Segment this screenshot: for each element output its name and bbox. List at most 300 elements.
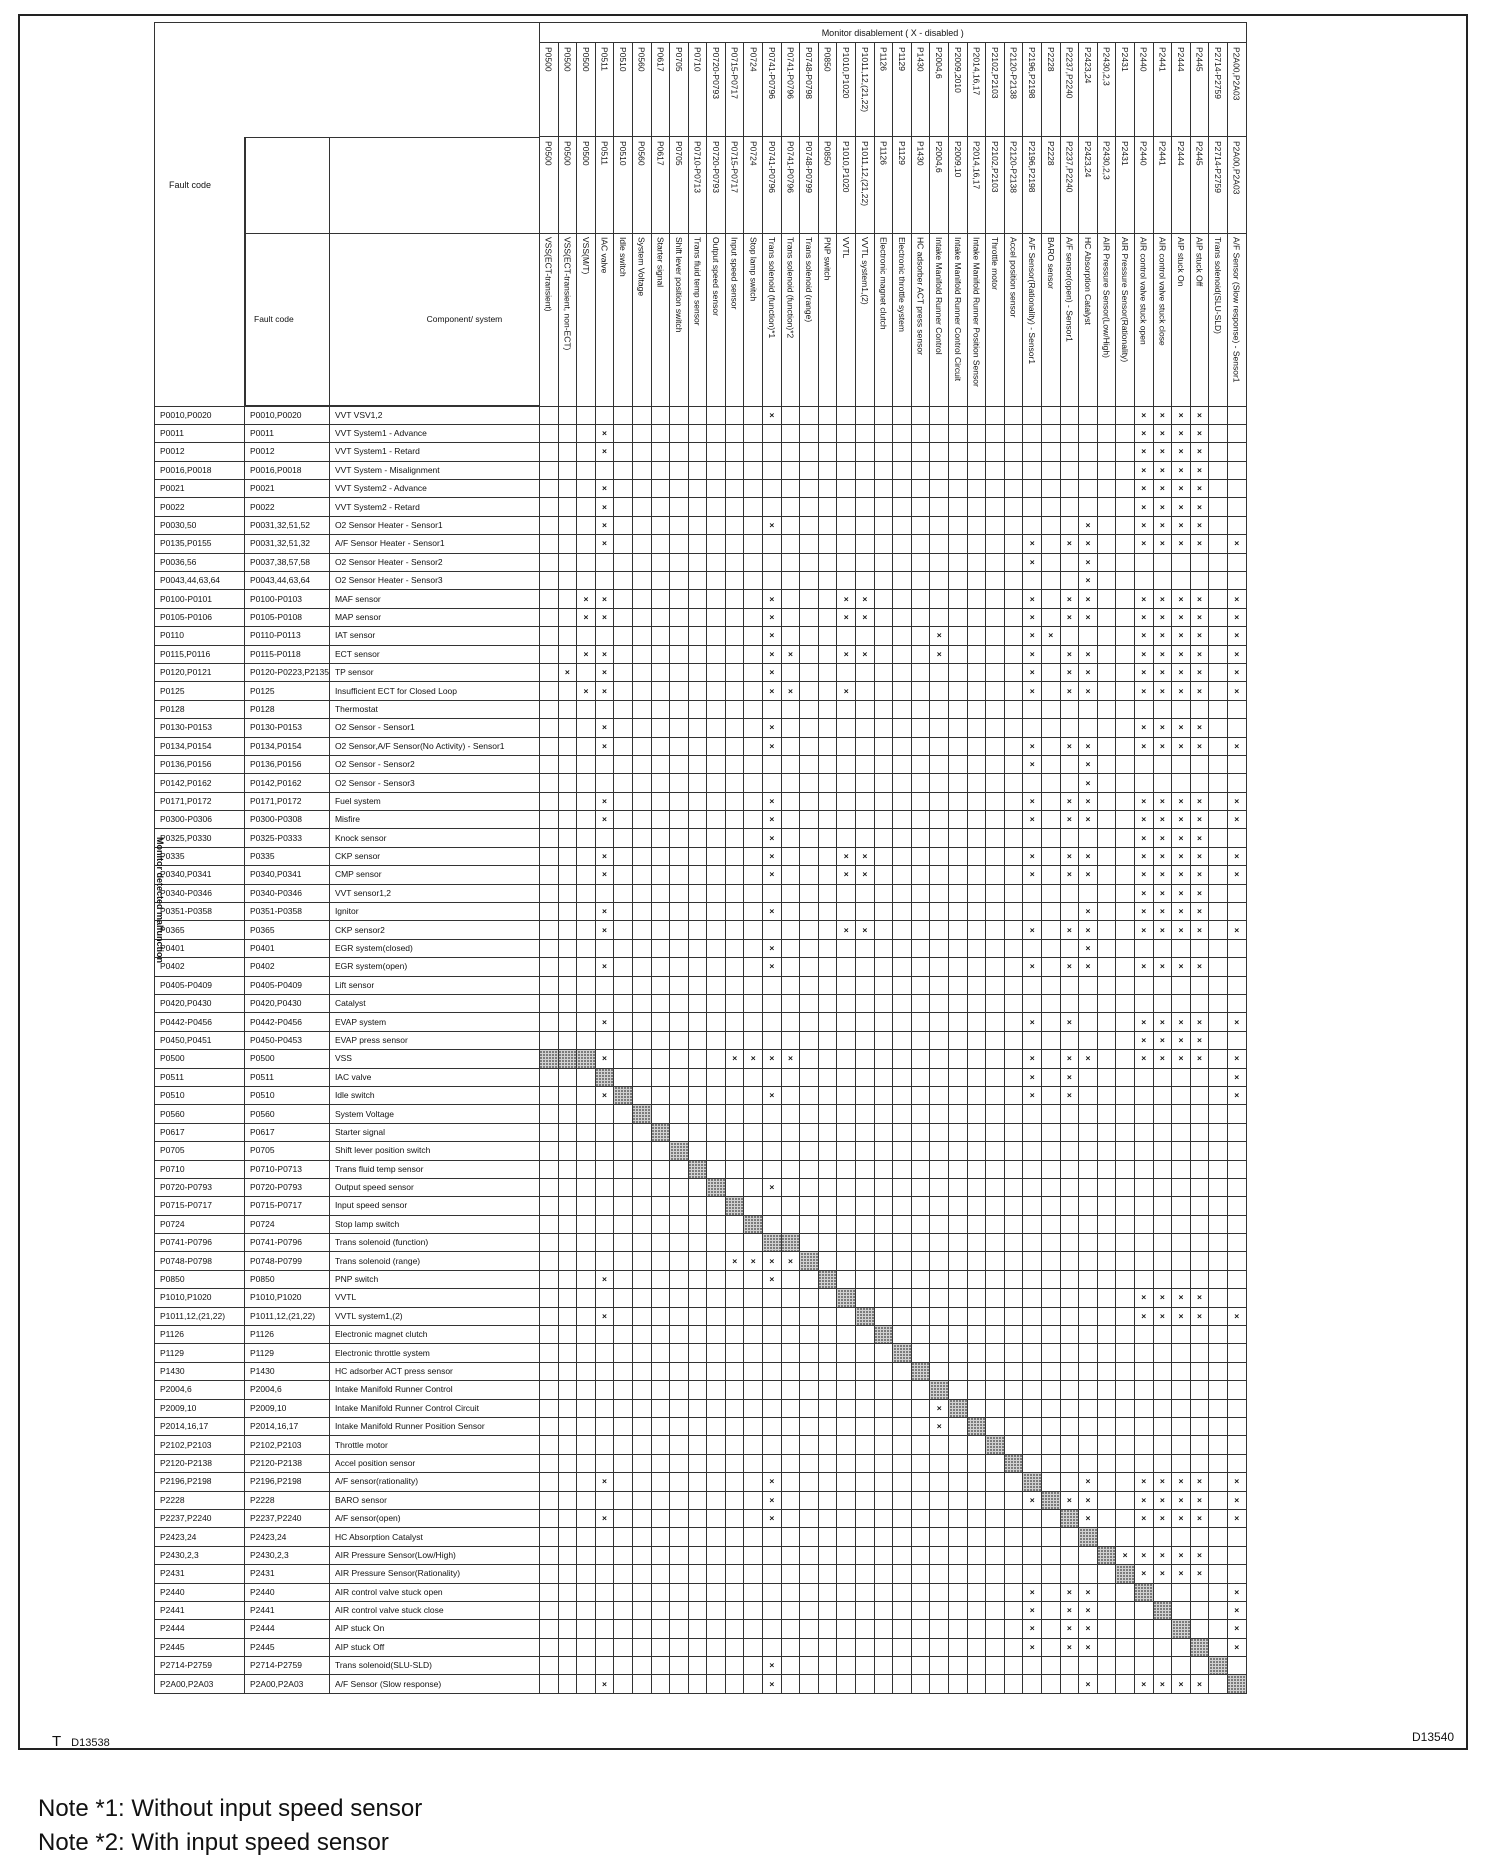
column-code1: P2430,2,3 (1097, 43, 1116, 137)
matrix-cell (670, 939, 689, 957)
monitor-title: Monitor disablement ( X - disabled ) (539, 23, 1246, 43)
matrix-cell (986, 1454, 1005, 1472)
matrix-cell (781, 1270, 800, 1288)
matrix-cell (539, 498, 558, 516)
matrix-cell (632, 1197, 651, 1215)
matrix-cell (967, 1050, 986, 1068)
matrix-cell (1004, 1326, 1023, 1344)
matrix-cell (763, 1381, 782, 1399)
self-diagnosis-cell (651, 1123, 670, 1141)
matrix-cell (1097, 1326, 1116, 1344)
matrix-cell (893, 1086, 912, 1104)
matrix-cell (1060, 1031, 1079, 1049)
self-diagnosis-cell (781, 1234, 800, 1252)
matrix-cell (986, 1326, 1005, 1344)
matrix-cell (614, 792, 633, 810)
matrix-cell (781, 1178, 800, 1196)
matrix-cell (577, 443, 596, 461)
matrix-cell (614, 424, 633, 442)
disabled-mark: × (595, 1509, 614, 1527)
fault-code-cell: P0125 (155, 682, 245, 700)
matrix-cell (558, 1509, 577, 1527)
matrix-cell (893, 1546, 912, 1564)
matrix-cell (818, 461, 837, 479)
matrix-cell (707, 792, 726, 810)
matrix-cell (1209, 424, 1228, 442)
matrix-cell (856, 424, 875, 442)
matrix-cell (744, 1105, 763, 1123)
matrix-cell (1004, 921, 1023, 939)
matrix-cell (539, 1178, 558, 1196)
matrix-cell (837, 443, 856, 461)
matrix-cell (725, 1417, 744, 1435)
matrix-cell (1041, 1178, 1060, 1196)
matrix-cell (1004, 553, 1023, 571)
matrix-cell (1172, 553, 1191, 571)
matrix-cell (763, 1068, 782, 1086)
matrix-cell (930, 516, 949, 534)
matrix-cell (893, 1417, 912, 1435)
matrix-cell (707, 1473, 726, 1491)
matrix-cell (967, 866, 986, 884)
fault-code-detail-cell: P0741-P0796 (245, 1234, 330, 1252)
matrix-cell (911, 461, 930, 479)
matrix-cell (707, 700, 726, 718)
matrix-cell (818, 1417, 837, 1435)
matrix-cell (595, 995, 614, 1013)
matrix-cell (911, 1399, 930, 1417)
matrix-cell (893, 608, 912, 626)
matrix-cell (558, 811, 577, 829)
matrix-cell (837, 1142, 856, 1160)
matrix-cell (725, 1178, 744, 1196)
disabled-mark: × (595, 719, 614, 737)
matrix-cell (763, 1362, 782, 1380)
matrix-cell (539, 1491, 558, 1509)
matrix-cell (688, 866, 707, 884)
disabled-mark: × (930, 627, 949, 645)
matrix-cell (577, 516, 596, 534)
disabled-mark: × (1172, 424, 1191, 442)
fault-code-detail-cell: P0115-P0118 (245, 645, 330, 663)
matrix-cell (986, 1289, 1005, 1307)
matrix-cell (1209, 1620, 1228, 1638)
matrix-cell (1209, 1528, 1228, 1546)
fault-code-detail-cell: P0012 (245, 443, 330, 461)
matrix-cell (911, 774, 930, 792)
matrix-cell (614, 921, 633, 939)
matrix-cell (818, 1528, 837, 1546)
matrix-cell (1209, 1601, 1228, 1619)
matrix-cell (893, 884, 912, 902)
matrix-cell (1116, 1068, 1135, 1086)
fault-code-cell: P2004,6 (155, 1381, 245, 1399)
matrix-cell (911, 1565, 930, 1583)
matrix-cell (930, 1675, 949, 1693)
matrix-cell (930, 1050, 949, 1068)
matrix-cell (1004, 590, 1023, 608)
matrix-cell (856, 700, 875, 718)
matrix-cell (651, 1050, 670, 1068)
matrix-cell (800, 1675, 819, 1693)
matrix-cell (911, 1270, 930, 1288)
matrix-cell (930, 682, 949, 700)
matrix-cell (1172, 1417, 1191, 1435)
table-row (155, 1509, 1247, 1527)
fault-code-cell: P0450,P0451 (155, 1031, 245, 1049)
matrix-cell (614, 535, 633, 553)
matrix-cell (1097, 1252, 1116, 1270)
matrix-cell (949, 645, 968, 663)
matrix-cell (577, 792, 596, 810)
matrix-cell (986, 663, 1005, 681)
matrix-cell (558, 1344, 577, 1362)
disabled-mark: × (763, 645, 782, 663)
matrix-cell (800, 1638, 819, 1656)
matrix-cell (632, 1050, 651, 1068)
matrix-cell (911, 1013, 930, 1031)
disabled-mark: × (1153, 1675, 1172, 1693)
matrix-cell (707, 1546, 726, 1564)
matrix-cell (1060, 939, 1079, 957)
matrix-cell (1041, 792, 1060, 810)
column-component: VSS(M/T) (577, 233, 596, 406)
matrix-cell (670, 866, 689, 884)
matrix-cell (1227, 1657, 1246, 1675)
matrix-cell (558, 1197, 577, 1215)
self-diagnosis-cell (967, 1417, 986, 1435)
matrix-cell (614, 498, 633, 516)
matrix-cell (986, 884, 1005, 902)
self-diagnosis-cell (1153, 1601, 1172, 1619)
matrix-cell (949, 1657, 968, 1675)
matrix-cell (1190, 1583, 1209, 1601)
matrix-cell (1023, 939, 1042, 957)
matrix-cell (1023, 1178, 1042, 1196)
matrix-cell (558, 829, 577, 847)
disabled-mark: × (1079, 1473, 1098, 1491)
matrix-cell (893, 939, 912, 957)
matrix-cell (1041, 1362, 1060, 1380)
matrix-cell (1134, 1215, 1153, 1233)
matrix-cell (707, 1638, 726, 1656)
disabled-mark: × (1172, 958, 1191, 976)
matrix-cell (1041, 1565, 1060, 1583)
matrix-cell (1097, 1638, 1116, 1656)
matrix-cell (967, 682, 986, 700)
column-code1: P2120-P2138 (1004, 43, 1023, 137)
matrix-cell (1153, 1160, 1172, 1178)
matrix-cell (1227, 1105, 1246, 1123)
self-diagnosis-cell (986, 1436, 1005, 1454)
matrix-cell (949, 1270, 968, 1288)
matrix-cell (688, 1215, 707, 1233)
matrix-cell (1004, 1620, 1023, 1638)
matrix-cell (800, 976, 819, 994)
component-cell: O2 Sensor Heater - Sensor1 (329, 516, 539, 534)
matrix-cell (725, 755, 744, 773)
matrix-cell (967, 1528, 986, 1546)
matrix-cell (614, 976, 633, 994)
disabled-mark: × (1172, 443, 1191, 461)
matrix-cell (1116, 1197, 1135, 1215)
matrix-cell (1134, 1160, 1153, 1178)
matrix-cell (558, 1178, 577, 1196)
matrix-cell (725, 682, 744, 700)
matrix-cell (911, 1454, 930, 1472)
matrix-cell (1097, 1234, 1116, 1252)
matrix-cell (856, 1013, 875, 1031)
matrix-cell (1116, 1417, 1135, 1435)
matrix-cell (781, 811, 800, 829)
matrix-cell (986, 1105, 1005, 1123)
matrix-cell (837, 700, 856, 718)
fault-code-detail-cell: P0010,P0020 (245, 406, 330, 424)
matrix-cell (688, 406, 707, 424)
matrix-cell (1116, 645, 1135, 663)
matrix-cell (781, 461, 800, 479)
matrix-cell (1116, 995, 1135, 1013)
matrix-cell (1209, 811, 1228, 829)
column-code1: P0710 (688, 43, 707, 137)
disabled-mark: × (763, 406, 782, 424)
matrix-cell (632, 1215, 651, 1233)
disabled-mark: × (1134, 424, 1153, 442)
disabled-mark: × (1134, 1473, 1153, 1491)
matrix-cell (744, 663, 763, 681)
matrix-cell (1041, 939, 1060, 957)
matrix-cell (744, 958, 763, 976)
matrix-cell (1153, 976, 1172, 994)
column-code1: P0510 (614, 43, 633, 137)
matrix-cell (632, 774, 651, 792)
table-row (155, 1068, 1247, 1086)
matrix-cell (1153, 1583, 1172, 1601)
matrix-cell (781, 1436, 800, 1454)
matrix-cell (651, 719, 670, 737)
matrix-cell (1060, 1473, 1079, 1491)
matrix-cell (1004, 1657, 1023, 1675)
matrix-cell (856, 1454, 875, 1472)
column-code2: P2714-P2759 (1209, 137, 1228, 234)
self-diagnosis-cell (1134, 1583, 1153, 1601)
matrix-cell (800, 663, 819, 681)
component-cell: VVTL system1,(2) (329, 1307, 539, 1325)
matrix-cell (595, 1289, 614, 1307)
matrix-cell (577, 1509, 596, 1527)
table-row (155, 829, 1247, 847)
matrix-cell (614, 1344, 633, 1362)
disabled-mark: × (1153, 1509, 1172, 1527)
matrix-cell (1190, 976, 1209, 994)
matrix-cell (632, 1454, 651, 1472)
matrix-cell (670, 1215, 689, 1233)
matrix-cell (1153, 1270, 1172, 1288)
matrix-cell (1097, 1270, 1116, 1288)
matrix-cell (577, 829, 596, 847)
matrix-cell (818, 424, 837, 442)
fault-code-detail-cell: P0016,P0018 (245, 461, 330, 479)
matrix-cell (1153, 774, 1172, 792)
matrix-cell (1060, 1270, 1079, 1288)
disabled-mark: × (1172, 1675, 1191, 1693)
matrix-cell (1153, 1638, 1172, 1656)
table-row (155, 1197, 1247, 1215)
matrix-cell (781, 1528, 800, 1546)
matrix-cell (707, 958, 726, 976)
fault-code-cell: P2440 (155, 1583, 245, 1601)
disabled-mark: × (1172, 811, 1191, 829)
disabled-mark: × (837, 866, 856, 884)
disabled-mark: × (595, 682, 614, 700)
matrix-cell (1023, 1362, 1042, 1380)
matrix-cell (688, 1509, 707, 1527)
matrix-cell (986, 1473, 1005, 1491)
matrix-cell (744, 1509, 763, 1527)
column-code2: P2423,24 (1079, 137, 1098, 234)
matrix-cell (539, 884, 558, 902)
matrix-cell (949, 1491, 968, 1509)
disabled-mark: × (1023, 663, 1042, 681)
disabled-mark: × (856, 645, 875, 663)
matrix-cell (874, 682, 893, 700)
matrix-cell (1116, 1362, 1135, 1380)
matrix-cell (1041, 1197, 1060, 1215)
matrix-cell (986, 645, 1005, 663)
disabled-mark: × (1153, 608, 1172, 626)
matrix-cell (651, 1289, 670, 1307)
matrix-cell (1209, 1197, 1228, 1215)
matrix-cell (930, 976, 949, 994)
disabled-mark: × (1023, 1068, 1042, 1086)
matrix-cell (967, 1491, 986, 1509)
matrix-cell (577, 1638, 596, 1656)
matrix-cell (800, 1123, 819, 1141)
matrix-cell (1004, 884, 1023, 902)
matrix-cell (1041, 1307, 1060, 1325)
disabled-mark: × (1172, 1013, 1191, 1031)
matrix-cell (539, 1252, 558, 1270)
disabled-mark: × (1227, 811, 1246, 829)
disabled-mark: × (1172, 1050, 1191, 1068)
matrix-cell (670, 829, 689, 847)
matrix-cell (837, 424, 856, 442)
matrix-cell (856, 884, 875, 902)
disabled-mark: × (930, 1399, 949, 1417)
matrix-cell (781, 737, 800, 755)
disabled-mark: × (1190, 866, 1209, 884)
matrix-cell (1227, 498, 1246, 516)
matrix-cell (744, 939, 763, 957)
matrix-cell (670, 1565, 689, 1583)
matrix-cell (744, 1178, 763, 1196)
matrix-cell (781, 1197, 800, 1215)
matrix-cell (967, 1381, 986, 1399)
matrix-cell (818, 774, 837, 792)
matrix-cell (744, 1491, 763, 1509)
matrix-cell (1172, 1215, 1191, 1233)
disabled-mark: × (1134, 1050, 1153, 1068)
matrix-cell (688, 1491, 707, 1509)
matrix-cell (949, 608, 968, 626)
matrix-cell (688, 700, 707, 718)
matrix-cell (539, 406, 558, 424)
matrix-cell (1079, 1436, 1098, 1454)
disabled-mark: × (763, 737, 782, 755)
matrix-cell (1153, 1197, 1172, 1215)
matrix-cell (856, 1105, 875, 1123)
disabled-mark: × (1134, 719, 1153, 737)
matrix-cell (558, 461, 577, 479)
column-code2: P1011,12,(21,22) (856, 137, 875, 234)
disabled-mark: × (1172, 1565, 1191, 1583)
matrix-cell (670, 903, 689, 921)
matrix-cell (911, 1601, 930, 1619)
matrix-cell (856, 1086, 875, 1104)
matrix-cell (539, 663, 558, 681)
fault-code-cell: P0500 (155, 1050, 245, 1068)
disabled-mark: × (1023, 958, 1042, 976)
matrix-cell (818, 866, 837, 884)
self-diagnosis-cell (614, 1086, 633, 1104)
matrix-cell (763, 1307, 782, 1325)
matrix-cell (707, 1344, 726, 1362)
matrix-cell (577, 627, 596, 645)
matrix-cell (1134, 1454, 1153, 1472)
matrix-cell (874, 1381, 893, 1399)
matrix-cell (632, 1013, 651, 1031)
matrix-cell (800, 829, 819, 847)
table-row (155, 884, 1247, 902)
disabled-mark: × (781, 1050, 800, 1068)
column-code1: P2714-P2759 (1209, 43, 1228, 137)
matrix-cell (1041, 1289, 1060, 1307)
matrix-cell (818, 958, 837, 976)
matrix-cell (893, 1234, 912, 1252)
matrix-cell (1153, 1234, 1172, 1252)
matrix-cell (818, 1454, 837, 1472)
matrix-cell (781, 939, 800, 957)
matrix-cell (725, 461, 744, 479)
matrix-cell (856, 1528, 875, 1546)
matrix-cell (539, 1307, 558, 1325)
matrix-cell (688, 995, 707, 1013)
matrix-cell (595, 1362, 614, 1380)
matrix-cell (1041, 443, 1060, 461)
matrix-cell (800, 1565, 819, 1583)
matrix-cell (781, 406, 800, 424)
column-code2: P2441 (1153, 137, 1172, 234)
matrix-cell (1097, 939, 1116, 957)
notes (38, 1792, 422, 1860)
matrix-cell (911, 1050, 930, 1068)
matrix-cell (874, 1344, 893, 1362)
matrix-cell (688, 811, 707, 829)
matrix-cell (595, 1031, 614, 1049)
component-cell: Electronic magnet clutch (329, 1326, 539, 1344)
self-diagnosis-cell (1116, 1565, 1135, 1583)
matrix-cell (800, 1583, 819, 1601)
matrix-cell (837, 774, 856, 792)
disabled-mark: × (1153, 424, 1172, 442)
matrix-cell (1004, 645, 1023, 663)
matrix-cell (967, 1473, 986, 1491)
matrix-cell (1116, 719, 1135, 737)
matrix-cell (1116, 1620, 1135, 1638)
column-component: AIP stuck Off (1190, 233, 1209, 406)
disabled-mark: × (763, 1491, 782, 1509)
disabled-mark: × (577, 682, 596, 700)
